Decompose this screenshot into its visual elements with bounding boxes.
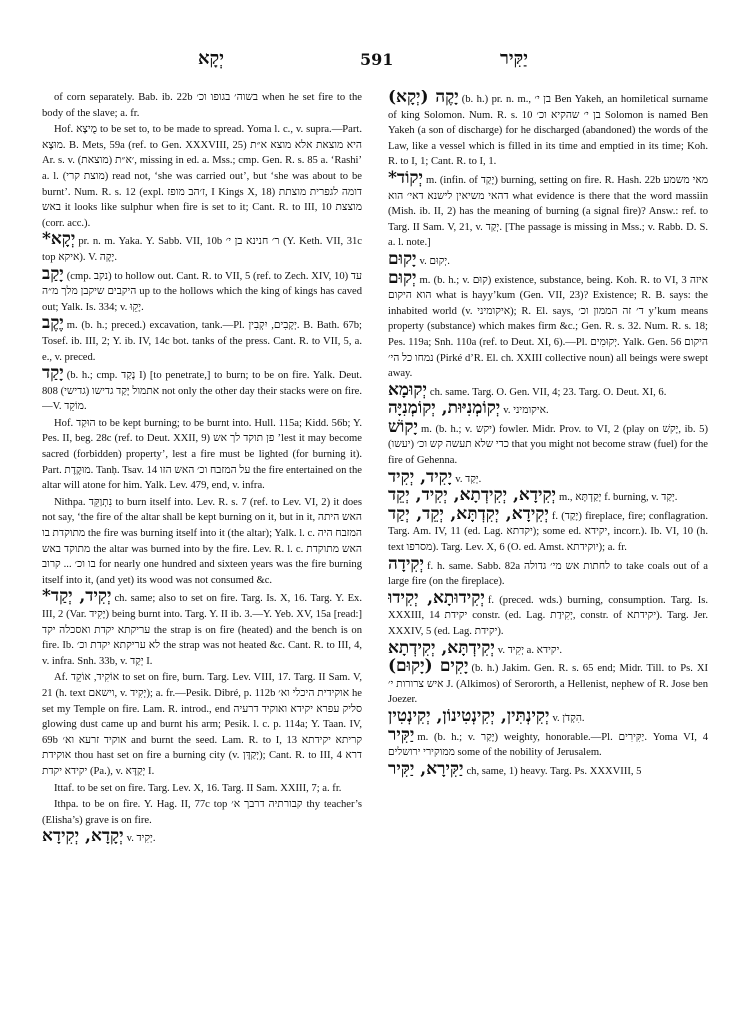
entry-text: ch. same. Targ. O. Gen. VII, 4; 23. Targ. O. Deut. XI, 6. bbox=[429, 386, 667, 398]
dictionary-entry bbox=[42, 670, 362, 779]
entry-headword: יְקוֹמְנִיּוּת, יְקוֹמְנִיָּה bbox=[388, 398, 501, 419]
dictionary-entry bbox=[388, 503, 708, 556]
entry-headword: *יְקוֹד bbox=[388, 167, 423, 188]
entry-headword: יְקָדָא, יְקִידָא bbox=[42, 826, 124, 847]
dictionary-entry bbox=[388, 267, 708, 382]
dictionary-entry bbox=[388, 587, 708, 640]
entry-headword: יָקִיד, יְקִיד bbox=[388, 466, 453, 487]
page-number: 591 bbox=[360, 50, 394, 69]
entry-headword: יְקוּם bbox=[388, 267, 417, 288]
entry-headword: יָקַד bbox=[42, 363, 64, 384]
dictionary-entry bbox=[388, 167, 708, 251]
entry-text: m. (b. h.; v. יקש) fowler. Midr. Prov. to VI, 2 (play on יָקשׁ, ib. 5) כדי שלא תעשה קש וכ׳ (יעשו) that you might not become straw (fuel) for the fire of Gehenna. bbox=[388, 423, 708, 467]
header-right-word: יַקִּיר bbox=[500, 48, 528, 69]
entry-headword: (יָקוּם) יָקִים bbox=[388, 656, 469, 677]
entry-text: v. יְקִיד. bbox=[126, 833, 156, 845]
entry-headword: יְקִידָא, יְקִדְתָּא, יְקֵד, יְקַד bbox=[388, 503, 549, 524]
entry-text: v. הִקְדֹן. bbox=[552, 712, 585, 724]
dictionary-entry bbox=[42, 495, 362, 589]
dictionary-entry bbox=[42, 363, 362, 415]
entry-text: m. (b. h.; v. יָקַר) weighty, honorable.—Pl. יַקִּירִים. Yoma VI, 4 ממוקירי ירושלים some of the nobility of Jerusalem. bbox=[388, 731, 708, 759]
entry-text: Hof. מֻיצָא to be set to, to be made to spread. Yoma l. c., v. supra.—Part. מוּצָא. B. Mets, 59a (ref. to Gen. XXXVIII, 25) היא מוצאת אלא מוצא א״ת Ar. s. v. ׳א״ת (מוצאת), missing in ed. a. Mss.; cmp. Gen. R. s. 85 a. ‘Rashi’ a. l. (מוצת קרי) read not, ‘she was carried out’, but ‘she was about to be burnt’. Num. R. s. 12 (expl. ז׳הב מופז, I Kings X, 18) דומה לגפרית מוצתת באש it looks like sulphur when fire is set to it; Cant. R. to III, 10 מוצצת (corr. acc.). bbox=[42, 124, 362, 229]
entry-headword: יָקוּם bbox=[388, 248, 417, 269]
dictionary-entry bbox=[388, 248, 708, 270]
dictionary-entry bbox=[42, 122, 362, 231]
entry-headword: יְקִינְתִּין, יְקִינְטִינוֹן, יְקִינְטִין bbox=[388, 705, 550, 726]
entry-headword: יַקִּירָא, יַקִּיר bbox=[388, 758, 464, 779]
entry-headword: יָקוֹשׁ bbox=[388, 416, 418, 437]
entry-text: ch. same; also to set on fire. Targ. Is. X, 16. Targ. Y. Ex. III, 2 (Var. יָקִיד) being burnt into. Targ. Y. II ib. 3.—Y. Yeb. XV, 15a [read:] עריקתא יקדת ואסכלה יקד the strap is on fire (heated) and the bench is on fire. Ib. לא עריקתא יקדת וכ׳ the strap was not heated &c. Cant. R. to III, 4, v. infra. Snh. 33b, v. יְקַד I. bbox=[42, 593, 362, 667]
right-column bbox=[388, 90, 708, 1010]
entry-text: m., יְקַדְתָּא f. burning, v. יְקַד. bbox=[559, 492, 678, 504]
dictionary-entry bbox=[388, 758, 708, 780]
entry-headword: יְקִידְתָּא, יְקִידְתָא bbox=[388, 637, 495, 658]
header-left-word: יְקָא bbox=[198, 48, 224, 69]
entry-text: (b. h.; cmp. נָקַד I) [to penetrate,] to burn; to be on fire. Yalk. Deut. 808 אתמול יָקַד גדישו (גדישי) not only the other day their stacks were on fire.—V. מוֹקֵד. bbox=[42, 370, 362, 413]
dictionary-entry bbox=[42, 797, 362, 828]
dictionary-entry bbox=[388, 90, 708, 170]
entry-text: Nithpa. נִתְוַקֵּד to burn itself into. Lev. R. s. 7 (ref. to Lev. VI, 2) it does not say, ‘the fire of the altar shall be kept burning on it, but in it, האש היתה מתוקדת בו the fire was burning itself into it (the altar); Yalk. l. c. המזבח היה מתוקד באש the altar was burned into by the fire. Lev. R. l. c. האש מתוקדת בו וכ׳ ... קרוב for nearly one hundred and sixteen years was the fire burning itself into it, (and yet) its wood was not consumed &c. bbox=[42, 496, 362, 586]
entry-headword: יְקִידָא, יְקִידְתָא, יְקִיד, יְקֵד bbox=[388, 485, 557, 506]
dictionary-entry bbox=[388, 656, 708, 708]
dictionary-entry bbox=[388, 398, 708, 419]
entry-text: (b. h.) Jakim. Gen. R. s. 65 end; Midr. Till. to Ps. XI איש צרורות י׳ J. (Alkimos) of Serororth, a Hellenist, nephew of R. Jose ben Joezer. bbox=[388, 663, 708, 706]
dictionary-entry bbox=[388, 705, 708, 727]
entry-text: ch, same, 1) heavy. Targ. Ps. XXXVIII, 5 bbox=[466, 765, 642, 777]
dictionary-entry bbox=[388, 553, 708, 590]
left-column bbox=[42, 90, 362, 1010]
dictionary-entry bbox=[42, 229, 362, 265]
dictionary-entry bbox=[42, 263, 362, 316]
entry-headword: יְקִידוּתָא, יְקִידוּ bbox=[388, 587, 485, 608]
entry-text: m. (infin. of יָקַד) burning, setting on fire. R. Hash. 22b מאי משמע דהאי משיאין לישנא דאי׳ הוא what evidence is there that the word massiin (Mish. ib. II, 2) has the meaning of burning (a signal fire)? Answ.: ref. to Targ. II Sam. V, 21, v. יְקַד. [The passage is missing in Mss.; v. Rabb. D. S. a. l. note.] bbox=[388, 174, 708, 249]
dictionary-entry bbox=[42, 416, 362, 494]
entry-text: v. איקומיני. bbox=[503, 405, 549, 417]
dictionary-entry bbox=[42, 826, 362, 847]
entry-text: Ittaf. to be set on fire. Targ. Lev. X, 16. Targ. II Sam. XXIII, 7; a. fr. bbox=[54, 782, 342, 794]
entry-headword: יַקִּיר bbox=[388, 724, 415, 745]
entry-text: f. (preced. wds.) burning, consumption. Targ. Is. XXXIII, 14 יקידת constr. (ed. Lag. יְקִידַת, constr. of יקידתא). Targ. Jer. XXXIV, 5 (ed. Lag. יקידת). bbox=[388, 594, 708, 637]
entry-text: (b. h.) pr. n. m., בן י׳ Ben Yakeh, an homiletical surname of king Solomon. Num. R. s. 10 בן י׳ שהקיא וכ׳ Solomon is named Ben Yakeh (a son of discharge) for he discharged (abandoned) the words of the Law, like a vessel which is filled in its time and emptied in its time; Koh. R. to I, 1; Cant. R. to I, 1. bbox=[388, 94, 708, 168]
entry-headword: יְקִידָה bbox=[388, 553, 424, 574]
entry-headword: *יְקָא bbox=[42, 229, 76, 250]
dictionary-entry bbox=[388, 416, 708, 469]
dictionary-entry bbox=[42, 586, 362, 669]
entry-text: pr. n. m. Yaka. Y. Sabb. VII, 10b ר׳ חנינא בן י׳ (Y. Keth. VII, 31c top איקא). V. יָקָה. bbox=[42, 236, 362, 263]
entry-headword: יָקַב bbox=[42, 263, 64, 284]
dictionary-entry bbox=[42, 781, 362, 797]
entry-text: f. h. same. Sabb. 82a לחתות אש מי׳ גדולה to take coals out of a large fire (on the fireplace). bbox=[388, 560, 708, 588]
dictionary-entry bbox=[388, 724, 708, 761]
entry-headword: (יְקָא) יָקֶה bbox=[388, 90, 459, 107]
entry-text: Af. אוֹקִיד, אוֹקֵד to set on fire, burn. Targ. Lev. VIII, 17. Targ. II Sam. V, 21 (h. text וישאם, v. יְקִיד); a. fr.—Pesik. Dibré, p. 112b אוקידית היכלי וא׳ he set my Temple on fire. Lam. R. introd., end סליק עפרא יקידא ואוקיד דרעיה glowing dust came up and burnt his arm; Pesik. l. c. p. 114a; Y. Taan. IV, 69b אוקיד זרעא וא׳ and burnt the seed. Lam. R. to I, 13 קריתא יקידתא אוקידת thou hast set on fire a burning city (v. יְקַדָּן); Cant. R. to III, 4 דרא יקידא יקדת (Pa.), v. יְקַדָּא I. bbox=[42, 672, 362, 777]
entry-text: f. (יָקַד) fireplace, fire; conflagration. Targ. Am. IV, 11 (ed. Lag. יקדתא); some ed. יקידא, incorr.). Ib. VI, 10 (h. text מסרפו). Targ. Lev. X, 6 (O. ed. Amst. יוקידתא); a. fr. bbox=[388, 510, 708, 554]
entry-headword: יֶקֶב bbox=[42, 313, 64, 334]
dictionary-entry bbox=[42, 313, 362, 365]
page-header bbox=[0, 48, 750, 78]
entry-text: v. יְקִיד a. יקידא. bbox=[497, 644, 563, 656]
entry-text: m. (b. h.; preced.) excavation, tank.—Pl. יְקָבִים, יִקְבִין. B. Bath. 67b; Tosef. ib. III, 2; Y. ib. IV, 14c bot. tanks of the press. Cant. R. to VII, 5, a. e., v. preced. bbox=[42, 320, 362, 363]
entry-text: Ithpa. to be on fire. Y. Hag. II, 77c top קבורתיה דרבך א׳ thy teacher’s (Elisha’s) grave is on fire. bbox=[42, 799, 362, 826]
entry-text: m. (b. h.; v. קוּם) existence, substance, being. Koh. R. to VI, 3 איזה הוא היקום what is hayy’kum (Gen. VII, 23)? Existence; R. B. says: the inhabited world (v. איקומיני); R. El. says, ד׳ זה הממון וכ׳ y’kum means property (substance) which makes firm &c.; Gen. R. s. 32. Num. R. s. 18; Pes. 119a; Snh. 110a (ref. to Deut. XI, 6).—Pl. יְקוּמִים. Yalk. Gen. 56 היקום נמחו כל הי׳ (Pirké d’R. El. ch. XXIII collective noun) all beings were swept away. bbox=[388, 274, 708, 380]
entry-text: Hof. הוּקַד to be kept burning; to be burnt into. Hull. 115a; Kidd. 56b; Y. Pes. II, beg. 28c (ref. to Deut. XXII, 9) פן תוקד לך אש ’lest it may become sacred (forbidden) property’, lest a fire must be lighted (for burning it). Part. מוּקֶדֶת. Tanḥ. Tsav. 14 על המזבח וכ׳ האש הזו the fire entertained on the altar will atone for him. Yalk. Lev. 479, end, v. infra. bbox=[42, 417, 362, 492]
entry-text: v. יְקַד. bbox=[455, 473, 482, 485]
dictionary-entry bbox=[42, 90, 362, 121]
entry-headword: יְקוּמָא bbox=[388, 379, 427, 400]
entry-text: v. יְקוּם. bbox=[419, 255, 450, 267]
entry-text: of corn separately. Bab. ib. 22b בשוה׳ בגופו וכ׳ when he set fire to the body of the slave; a. fr. bbox=[42, 92, 362, 119]
entry-text: (cmp. נקב) to hollow out. Cant. R. to VII, 5 (ref. to Zech. XIV, 10) עד היקבים שיקבן מלך מ״ה up to the hollows which the king of kings has caved out; Yalk. Is. 334; v. יָקֵוּ. bbox=[42, 270, 362, 313]
entry-headword: *יְקִיד, יְקַד bbox=[42, 586, 112, 607]
